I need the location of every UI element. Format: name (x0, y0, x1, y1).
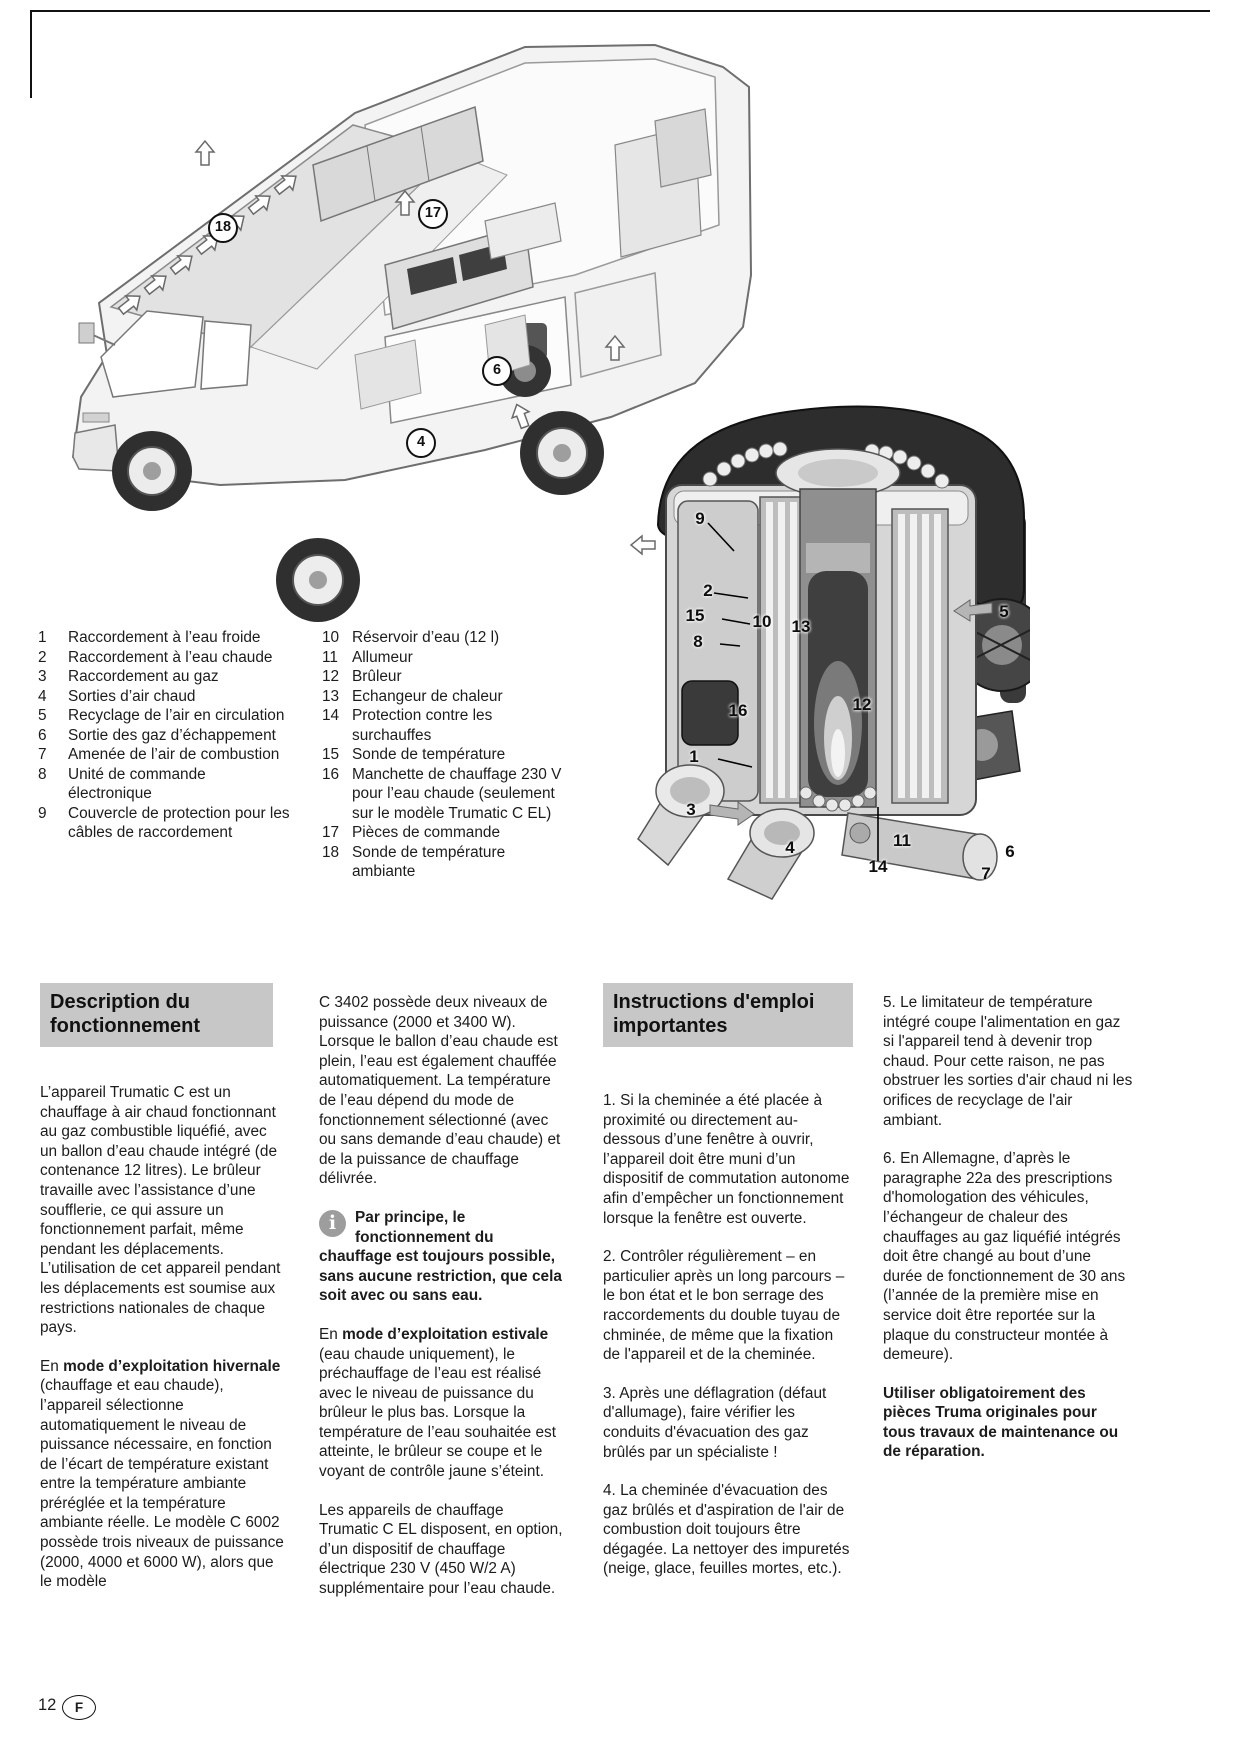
heater-label-15: 15 (685, 606, 705, 625)
country-badge: F (62, 1695, 96, 1720)
legend-item (38, 804, 290, 843)
paragraph: 1. Si la cheminée a été placée à proximité ou directement au-dessous d’une fenêtre à ouvrir, l’appareil doit être muni d’un dispositif de commutation autonome afin d’empêcher un fonctionnement lorsque la fenêtre est ouverte. (603, 1092, 850, 1227)
legend-item (38, 726, 290, 746)
heater-label-13: 13 (791, 617, 811, 636)
legend-text: Raccordement à l’eau froide (68, 629, 261, 646)
text-column-1 (40, 983, 286, 1611)
legend-number: 12 (322, 668, 340, 685)
legend-text: Réservoir d’eau (12 l) (352, 629, 500, 646)
paragraph: 3. Après une déflagration (défaut d'allumage), faire vérifier les conduits d'évacuation des gaz brûlés par un spécialiste ! (603, 1384, 827, 1461)
legend-text: Allumeur (352, 648, 413, 666)
text-column-4 (883, 983, 1133, 1481)
text-column-2 (319, 983, 565, 1618)
legend-item (38, 687, 290, 707)
legend-text: Sonde de température ambiante (352, 843, 506, 880)
legend-item (38, 765, 290, 804)
legend-text: Manchette de chauffage 230 V pour l’eau chaude (seulement sur le modèle Trumatic C EL) (352, 765, 562, 822)
paragraph: i Par principe, le fonctionnement du chauffage est toujours possible, sans aucune restriction, que cela soit avec ou sans eau. (319, 1208, 562, 1305)
vehicle-label-17: 17 (418, 199, 448, 229)
legend-text: Raccordement à l’eau chaude (68, 648, 273, 666)
column-1-body (40, 1083, 286, 1592)
heater-label-10: 10 (752, 612, 772, 631)
vehicle-label-4: 4 (406, 428, 436, 458)
legend-text: Protection contre les surchauffes (352, 707, 493, 744)
section-heading-description: Description du fonctionnement (40, 983, 273, 1047)
legend-item (322, 687, 570, 707)
column-2-body (319, 993, 565, 1599)
legend-item (322, 765, 570, 824)
legend-number: 15 (322, 746, 340, 763)
legend-item (322, 823, 570, 843)
heater-label-2: 2 (703, 581, 713, 600)
paragraph: 6. En Allemagne, d’après le paragraphe 22a des prescriptions d'homologation des véhicules, l’échangeur de chaleur des chauffages au gaz liquéfié intégrés doit être changé au bout d’une durée de fonctionnement de 30 ans (l’année de la première mise en service doit être reportée sur la plaque du constructeur montée à demeure). (883, 1150, 1126, 1364)
legend-text: Recyclage de l’air en circulation (68, 707, 285, 724)
heater-label-14: 14 (868, 857, 888, 876)
heater-label-6: 6 (1005, 842, 1015, 861)
legend-number: 7 (38, 746, 47, 763)
legend-number: 8 (38, 765, 47, 783)
heater-label-4: 4 (785, 838, 795, 857)
heater-label-11: 11 (893, 831, 911, 850)
legend-number: 18 (322, 843, 340, 861)
legend-number: 4 (38, 687, 47, 705)
legend-item (38, 706, 290, 726)
legend-number: 9 (38, 804, 47, 822)
legend-item (38, 667, 290, 687)
heater-label-3: 3 (686, 800, 696, 819)
paragraph: L’appareil Trumatic C est un chauffage à air chaud fonctionnant au gaz combustible liquéfié, avec un ballon d’eau chaude intégré (de contenance 12 litres). Le brûleur travaille avec l’assistance d’une soufflerie, ce qui assure un fonctionnement parfait, même pendant les déplacements. L’utilisation de cet appareil pendant les déplacements est soumise aux restrictions nationales de chaque pays. (40, 1084, 281, 1337)
legend-item (322, 667, 570, 687)
legend-number: 11 (322, 648, 338, 666)
heater-label-16: 16 (728, 701, 748, 720)
heater-cutaway-illustration (610, 393, 1030, 903)
legend-item (38, 745, 290, 765)
legend-number: 17 (322, 824, 340, 841)
heater-label-1: 1 (689, 747, 699, 766)
legend-number: 5 (38, 707, 47, 724)
legend-text: Pièces de commande (352, 824, 500, 841)
legend-text: Sortie des gaz d’échappement (68, 726, 276, 744)
paragraph: 2. Contrôler régulièrement – en particulier après un long parcours – le bon état et le bon serrage des raccordements du double tuyau de chminée, de même que la fixation de l'appareil et de la cheminée. (603, 1248, 845, 1364)
legend-number: 2 (38, 648, 47, 666)
paragraph: Utiliser obligatoirement des pièces Truma originales pour tous travaux de maintenance ou de réparation. (883, 1384, 1119, 1461)
column-4-body (883, 993, 1133, 1462)
text-column-3 (603, 983, 853, 1598)
legend-number: 1 (38, 629, 47, 646)
paragraph: En mode d’exploitation hivernale (chauffage et eau chaude), l’appareil sélectionne automatiquement le niveau de puissance nécessaire, en fonction de l’écart de température existant entre la température ambiante préréglée et la température ambiante réelle. Le modèle C 6002 possède trois niveaux de puissance (2000, 4000 et 6000 W), alors que le modèle (40, 1357, 284, 1591)
legend-text: Amenée de l’air de combustion (68, 746, 280, 763)
heater-label-8: 8 (693, 632, 703, 651)
legend-number: 16 (322, 765, 340, 783)
legend-text: Echangeur de chaleur (352, 687, 503, 705)
legend-item (38, 648, 290, 668)
section-heading-instructions: Instructions d'emploi importantes (603, 983, 853, 1047)
vehicle-label-6: 6 (482, 356, 512, 386)
heater-label-5: 5 (999, 602, 1009, 621)
legend-text: Raccordement au gaz (68, 668, 219, 685)
legend-item (322, 648, 570, 668)
info-icon: i (319, 1210, 346, 1237)
legend-number: 3 (38, 668, 47, 685)
legend-item (322, 706, 570, 745)
legend-item (38, 628, 290, 648)
legend-item (322, 745, 570, 765)
legend-column-2 (322, 628, 570, 882)
column-3-body (603, 1091, 853, 1579)
vehicle-label-18: 18 (208, 213, 238, 243)
legend-text: Couvercle de protection pour les câbles de raccordement (68, 804, 290, 841)
paragraph: 5. Le limitateur de température intégré coupe l'alimentation en gaz si l'appareil tend à devenir trop chaud. Pour cette raison, ne pas obstruer les sorties d'air chaud ni les orifices de recyclage de l'air ambiant. (883, 994, 1133, 1129)
legend-number: 10 (322, 629, 340, 646)
legend-text: Sonde de température (352, 746, 506, 763)
legend-number: 13 (322, 687, 340, 705)
paragraph: En mode d’exploitation estivale (eau chaude uniquement), le préchauffage de l’eau est réalisé avec le niveau de puissance du brûleur le plus bas. Lorsque la température de l’eau souhaitée est atteinte, le brûleur se coupe et le voyant de contrôle jaune s’éteint. (319, 1325, 556, 1481)
legend-number: 6 (38, 726, 47, 744)
legend-item (322, 843, 570, 882)
heater-label-7: 7 (981, 864, 991, 883)
legend-number: 14 (322, 707, 340, 724)
paragraph: Les appareils de chauffage Trumatic C EL disposent, en option, d’un dispositif de chauffage électrique 230 V (450 W/2 A) supplémentaire pour l’eau chaude. (319, 1501, 563, 1598)
page-number: 12 (38, 1696, 57, 1714)
legend-text: Sorties d’air chaud (68, 687, 196, 705)
legend-item (322, 628, 570, 648)
heater-label-9: 9 (695, 509, 705, 528)
paragraph: 4. La cheminée d'évacuation des gaz brûlés et d'aspiration de l'air de combustion doit toujours être dégagée. La nettoyer des impuretés (neige, glace, feuilles mortes, etc.). (603, 1482, 850, 1578)
top-rule (30, 10, 1210, 12)
left-rule (30, 10, 32, 98)
heater-label-12: 12 (852, 695, 872, 714)
legend-column-1 (38, 628, 290, 843)
legend-text: Unité de commande électronique (68, 765, 206, 802)
paragraph: C 3402 possède deux niveaux de puissance (2000 et 3400 W). Lorsque le ballon d’eau chaude est plein, l’eau est également chauffée automatiquement. La température de l’eau dépend du mode de fonctionnement sélectionné (avec ou sans demande d’eau chaude) et de la puissance de chauffage délivrée. (319, 994, 561, 1188)
legend-text: Brûleur (352, 668, 402, 685)
